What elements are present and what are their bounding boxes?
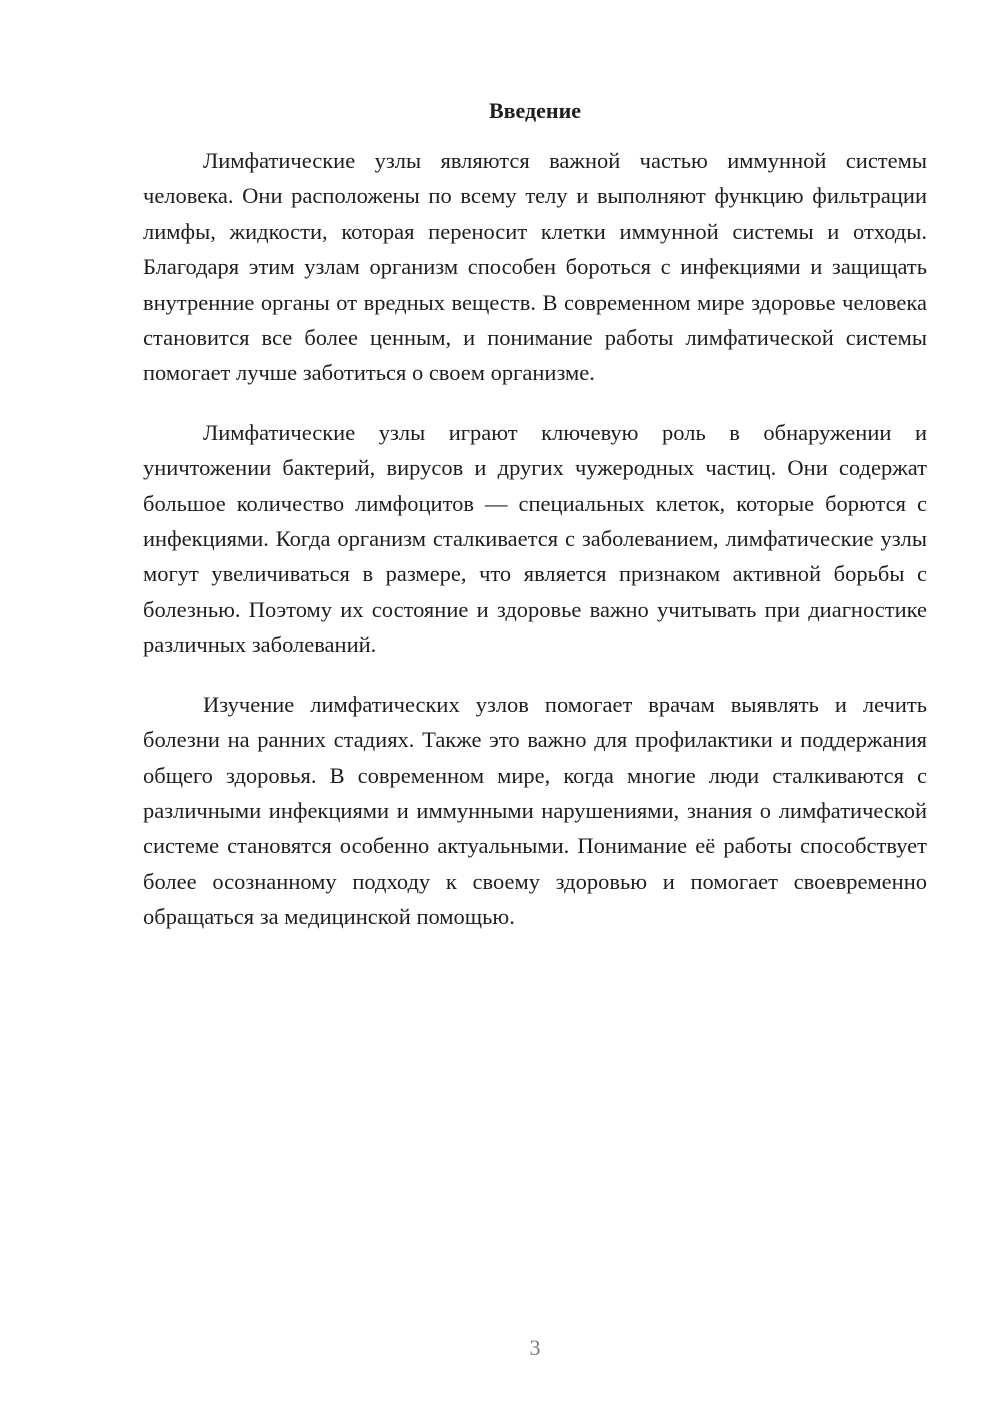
- section-heading: Введение: [488, 98, 582, 123]
- paragraph-3: Изучение лимфатических узлов помогает врачам выявлять и лечить болезни на ранних стадиях. Также это важно для профилактики и поддержания общего здоровья. В современном мире, когда многие люди сталкиваются с различными инфекциями и иммунными нарушениями, знания о лимфатической системе становятся особенно актуальными. Понимание её работы способствует более осознанному подходу к своему здоровью и помогает своевременно обращаться за медицинской помощью.: [143, 691, 927, 930]
- body-text: [143, 143, 927, 959]
- paragraph-2: Лимфатические узлы играют ключевую роль в обнаружении и уничтожении бактерий, вирусов и других чужеродных частиц. Они содержат большое количество лимфоцитов — специальных клеток, которые борются с инфекциями. Когда организм сталкивается с заболеванием, лимфатические узлы могут увеличиваться в размере, что является признаком активной борьбы с болезнью. Поэтому их состояние и здоровье важно учитывать при диагностике различных заболеваний.: [143, 419, 927, 658]
- page-number: 3: [529, 1335, 541, 1360]
- paragraph-1: Лимфатические узлы являются важной частью иммунной системы человека. Они расположены по всему телу и выполняют функцию фильтрации лимфы, жидкости, которая переносит клетки иммунной системы и отходы. Благодаря этим узлам организм способен бороться с инфекциями и защищать внутренние органы от вредных веществ. В современном мире здоровье человека становится все более ценным, и понимание работы лимфатической системы помогает лучше заботиться о своем организме.: [143, 148, 927, 386]
